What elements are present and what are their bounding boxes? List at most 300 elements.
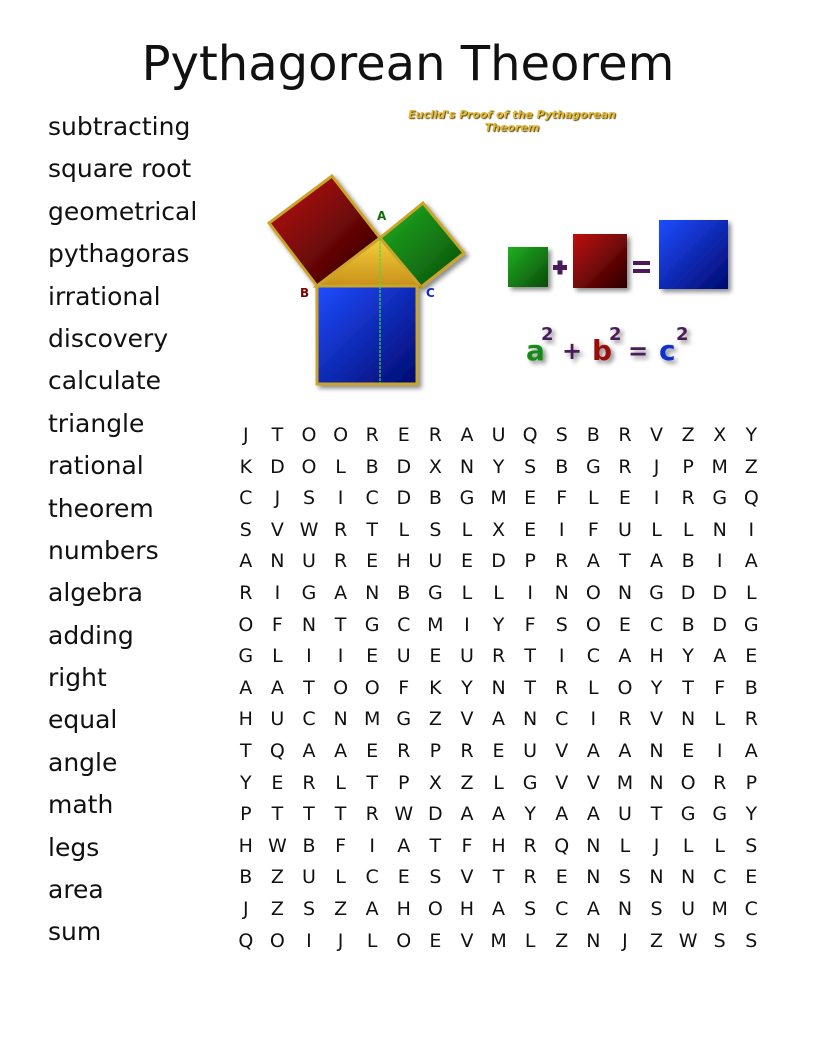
grid-letter: C	[649, 613, 664, 636]
grid-letter: Z	[270, 897, 284, 920]
grid-letter: Z	[428, 708, 442, 731]
grid-letter: R	[618, 455, 632, 478]
grid-letter: L	[493, 581, 504, 604]
grid-letter: Y	[745, 424, 758, 446]
grid-letter: R	[333, 518, 348, 541]
grid-letter: E	[745, 866, 758, 889]
vertex-a-label: A	[377, 209, 387, 223]
grid-letter: S	[650, 897, 663, 920]
grid-letter: P	[745, 771, 758, 794]
grid-letter: F	[556, 487, 568, 510]
grid-letter: V	[270, 518, 284, 541]
grid-letter: N	[712, 518, 727, 541]
grid-letter: A	[650, 550, 664, 573]
grid-letter: U	[428, 550, 443, 573]
grid-letter: N	[617, 581, 633, 604]
grid-letter: I	[527, 581, 533, 604]
grid-letter: A	[334, 581, 348, 604]
grid-letter: A	[744, 550, 758, 573]
grid-letter: A	[492, 803, 506, 826]
grid-letter: D	[396, 487, 412, 510]
grid-letter: C	[555, 708, 569, 731]
word-list-item: calculate	[48, 366, 162, 396]
grid-letter: S	[555, 613, 568, 636]
grid-letter: O	[301, 424, 317, 446]
small-red-square	[573, 234, 627, 288]
grid-letter: G	[743, 613, 759, 636]
grid-letter: G	[649, 581, 664, 604]
grid-letter: J	[242, 424, 249, 446]
grid-letter: N	[586, 834, 601, 857]
grid-letter: A	[744, 739, 758, 762]
grid-letter: Z	[270, 866, 284, 889]
grid-letter: A	[586, 739, 600, 762]
grid-letter: D	[396, 455, 412, 478]
grid-letter: R	[555, 676, 569, 699]
word-list-item: equal	[48, 705, 118, 735]
grid-letter: N	[365, 581, 380, 604]
grid-letter: X	[713, 424, 727, 446]
grid-letter: T	[619, 550, 631, 573]
grid-letter: U	[617, 518, 632, 541]
grid-letter: R	[713, 771, 727, 794]
grid-letter: I	[558, 518, 565, 541]
grid-letter: N	[523, 708, 538, 731]
grid-letter: Y	[745, 803, 758, 826]
grid-letter: A	[239, 676, 253, 699]
grid-letter: M	[616, 771, 634, 794]
grid-letter: X	[492, 518, 506, 541]
grid-letter: I	[464, 613, 470, 636]
grid-letter: G	[364, 613, 380, 636]
grid-letter: O	[585, 613, 601, 636]
grid-letter: Z	[650, 929, 664, 952]
grid-letter: K	[429, 676, 442, 699]
grid-letter: J	[622, 929, 628, 952]
grid-letter: Q	[238, 929, 254, 952]
grid-letter: R	[460, 739, 474, 762]
grid-letter: R	[302, 771, 316, 794]
small-green-square	[508, 247, 548, 287]
grid-letter: L	[335, 771, 346, 794]
grid-letter: F	[587, 518, 599, 541]
grid-letter: N	[681, 708, 696, 731]
word-list-item: discovery	[48, 323, 169, 353]
grid-letter: S	[555, 424, 568, 446]
grid-letter: N	[649, 739, 664, 762]
grid-letter: A	[586, 803, 600, 826]
grid-letter: G	[712, 487, 728, 510]
grid-letter: O	[364, 676, 380, 699]
grid-letter: O	[396, 929, 412, 952]
grid-letter: N	[649, 771, 664, 794]
grid-letter: L	[588, 487, 599, 510]
grid-letter: P	[240, 803, 252, 826]
grid-letter: D	[712, 581, 728, 604]
grid-letter: O	[427, 897, 443, 920]
grid-letter: C	[586, 645, 600, 668]
grid-letter: U	[617, 803, 632, 826]
grid-letter: N	[333, 708, 348, 731]
eq-c: c	[659, 334, 676, 367]
grid-letter: W	[678, 929, 698, 952]
grid-letter: F	[524, 613, 536, 636]
page-title: Pythagorean Theorem	[141, 36, 675, 92]
grid-letter: E	[682, 739, 695, 762]
square-c	[317, 286, 417, 384]
grid-letter: O	[680, 771, 696, 794]
grid-letter: U	[681, 897, 696, 920]
grid-letter: E	[429, 929, 442, 952]
grid-letter: W	[394, 803, 414, 826]
grid-letter: U	[270, 708, 285, 731]
grid-letter: M	[711, 455, 728, 478]
grid-letter: G	[712, 803, 728, 826]
grid-letter: G	[427, 581, 443, 604]
grid-letter: F	[398, 676, 410, 699]
grid-letter: J	[242, 897, 249, 920]
grid-letter: Z	[334, 897, 348, 920]
grid-letter: W	[267, 834, 287, 857]
grid-letter: S	[524, 897, 537, 920]
grid-letter: B	[555, 455, 569, 478]
grid-letter: H	[649, 645, 664, 668]
grid-letter: Z	[681, 424, 695, 446]
grid-letter: Z	[460, 771, 474, 794]
grid-letter: I	[369, 834, 375, 857]
grid-letter: U	[302, 866, 316, 889]
euclid-proof-diagram	[262, 104, 762, 404]
grid-letter: Q	[522, 424, 538, 446]
grid-letter: D	[491, 550, 506, 573]
grid-letter: Q	[554, 834, 570, 857]
grid-letter: E	[271, 771, 284, 794]
grid-letter: T	[650, 803, 663, 826]
grid-letter: R	[618, 708, 632, 731]
grid-letter: B	[681, 550, 695, 573]
grid-letter: B	[302, 834, 316, 857]
grid-letter: M	[490, 929, 507, 952]
grid-letter: Y	[524, 803, 536, 826]
grid-letter: T	[334, 803, 347, 826]
grid-letter: S	[429, 518, 442, 541]
grid-letter: Y	[239, 771, 252, 794]
grid-letter: R	[365, 803, 379, 826]
grid-letter: K	[239, 455, 253, 478]
word-list-item: right	[48, 663, 107, 693]
grid-letter: Y	[461, 676, 473, 699]
grid-letter: Z	[555, 929, 569, 952]
grid-letter: B	[586, 424, 600, 446]
grid-letter: R	[523, 866, 537, 889]
grid-letter: A	[555, 803, 569, 826]
grid-letter: A	[492, 708, 506, 731]
grid-letter: C	[365, 866, 379, 889]
grid-letter: L	[746, 581, 757, 604]
grid-letter: L	[524, 929, 536, 952]
grid-letter: L	[714, 708, 725, 731]
grid-letter: I	[558, 645, 565, 668]
grid-letter: R	[555, 550, 569, 573]
grid-letter: B	[365, 455, 379, 478]
grid-letter: H	[396, 550, 411, 573]
grid-letter: L	[682, 518, 694, 541]
grid-letter: Y	[682, 645, 694, 668]
grid-letter: N	[681, 866, 696, 889]
grid-letter: I	[716, 739, 723, 762]
grid-letter: T	[271, 803, 284, 826]
grid-letter: S	[302, 487, 316, 510]
grid-letter: A	[365, 897, 379, 920]
eq-a: a	[526, 334, 545, 367]
grid-letter: M	[490, 487, 507, 510]
grid-letter: H	[238, 834, 253, 857]
grid-letter: X	[428, 455, 442, 478]
grid-letter: G	[396, 708, 412, 731]
grid-letter: J	[653, 834, 660, 857]
grid-letter: R	[365, 424, 379, 446]
grid-letter: S	[745, 834, 758, 857]
word-list-item: algebra	[48, 578, 143, 608]
word-list	[48, 106, 197, 954]
grid-letter: T	[239, 739, 252, 762]
grid-letter: R	[333, 550, 348, 573]
grid-letter: A	[239, 550, 253, 573]
grid-letter: I	[274, 581, 281, 604]
grid-letter: A	[618, 739, 632, 762]
grid-letter: A	[270, 676, 284, 699]
grid-letter: L	[398, 518, 410, 541]
grid-letter: Y	[492, 613, 505, 636]
grid-letter: T	[334, 613, 347, 636]
grid-letter: T	[524, 645, 536, 668]
grid-letter: N	[649, 866, 664, 889]
eq-equals: =	[628, 337, 649, 365]
grid-letter: L	[335, 866, 346, 889]
grid-letter: R	[239, 581, 253, 604]
grid-letter: J	[653, 455, 660, 478]
grid-letter: H	[491, 834, 506, 857]
grid-letter: A	[492, 897, 506, 920]
grid-letter: S	[713, 929, 726, 952]
grid-letter: E	[555, 866, 568, 889]
grid-letter: T	[303, 803, 315, 826]
grid-letter: N	[459, 455, 475, 478]
grid-letter: G	[301, 581, 317, 604]
grid-letter: L	[366, 929, 378, 952]
grid-letter: G	[238, 645, 254, 668]
grid-letter: V	[460, 866, 474, 889]
grid-letter: V	[555, 739, 569, 762]
eq-b: b	[592, 334, 613, 367]
grid-letter: H	[238, 708, 253, 731]
grid-letter: H	[459, 897, 475, 920]
grid-letter: Y	[492, 455, 505, 478]
grid-letter: E	[492, 739, 505, 762]
grid-letter: U	[396, 645, 411, 668]
grid-letter: A	[586, 550, 600, 573]
word-list-item: sum	[48, 917, 102, 947]
grid-letter: I	[716, 550, 723, 573]
grid-letter: G	[522, 771, 538, 794]
grid-letter: N	[586, 929, 601, 952]
grid-letter: T	[524, 676, 536, 699]
small-equals-sign	[633, 261, 650, 265]
grid-letter: Q	[743, 487, 759, 510]
grid-letter: Y	[650, 676, 663, 699]
grid-letter: R	[428, 424, 442, 446]
grid-letter: L	[619, 834, 631, 857]
grid-letter: V	[586, 771, 600, 794]
grid-letter: C	[302, 708, 316, 731]
grid-letter: B	[681, 613, 695, 636]
word-list-item: angle	[48, 747, 118, 777]
grid-letter: E	[618, 613, 631, 636]
grid-letter: I	[306, 645, 312, 668]
grid-letter: V	[460, 929, 474, 952]
word-list-item: geometrical	[48, 196, 198, 226]
grid-letter: M	[363, 708, 381, 731]
grid-letter: O	[269, 929, 285, 952]
grid-letter: U	[491, 424, 506, 446]
grid-letter: L	[493, 771, 504, 794]
grid-letter: T	[492, 866, 505, 889]
eq-plus: +	[562, 337, 583, 365]
grid-letter: B	[397, 581, 411, 604]
grid-letter: E	[429, 645, 442, 668]
vertex-c-label: C	[426, 286, 435, 300]
grid-letter: E	[745, 645, 758, 668]
grid-letter: T	[271, 424, 284, 446]
word-list-item: triangle	[48, 408, 145, 438]
grid-letter: O	[333, 424, 349, 446]
grid-letter: D	[680, 581, 696, 604]
grid-letter: E	[524, 487, 537, 510]
grid-letter: J	[337, 929, 344, 952]
grid-letter: R	[618, 424, 632, 446]
grid-letter: P	[682, 455, 694, 478]
grid-letter: R	[523, 834, 537, 857]
grid-letter: E	[460, 550, 473, 573]
grid-letter: I	[590, 708, 597, 731]
grid-letter: M	[711, 897, 728, 920]
grid-letter: C	[744, 897, 758, 920]
grid-letter: I	[748, 518, 755, 541]
grid-letter: U	[523, 739, 538, 762]
grid-letter: A	[460, 803, 474, 826]
grid-letter: L	[651, 518, 662, 541]
letter-grid	[230, 420, 767, 957]
grid-letter: V	[650, 708, 664, 731]
grid-letter: R	[491, 645, 506, 668]
grid-letter: E	[397, 424, 410, 446]
grid-letter: A	[618, 645, 632, 668]
grid-letter: L	[682, 834, 694, 857]
grid-letter: B	[239, 866, 253, 889]
grid-letter: C	[555, 897, 569, 920]
vertex-b-label: B	[300, 286, 310, 300]
grid-letter: N	[301, 613, 317, 636]
grid-letter: A	[460, 424, 474, 446]
grid-letter: V	[555, 771, 569, 794]
grid-letter: P	[524, 550, 536, 573]
grid-letter: E	[366, 739, 379, 762]
grid-letter: G	[680, 803, 696, 826]
grid-letter: O	[238, 613, 254, 636]
grid-letter: L	[461, 518, 473, 541]
word-list-item: math	[48, 790, 114, 820]
word-list-item: theorem	[48, 493, 154, 523]
grid-letter: A	[397, 834, 411, 857]
word-list-item: area	[48, 875, 104, 905]
grid-letter: R	[681, 487, 695, 510]
grid-letter: E	[618, 487, 631, 510]
grid-letter: F	[271, 613, 283, 636]
grid-letter: L	[588, 676, 599, 699]
grid-letter: T	[366, 771, 378, 794]
grid-letter: A	[334, 739, 348, 762]
grid-letter: D	[712, 613, 728, 636]
grid-letter: I	[337, 487, 344, 510]
grid-letter: I	[653, 487, 660, 510]
word-list-item: numbers	[48, 535, 159, 565]
grid-letter: N	[586, 866, 601, 889]
grid-letter: E	[366, 645, 379, 668]
grid-letter: F	[335, 834, 347, 857]
grid-letter: T	[366, 518, 378, 541]
grid-letter: N	[617, 897, 633, 920]
grid-letter: T	[429, 834, 442, 857]
grid-letter: Q	[269, 739, 285, 762]
word-list-item: adding	[48, 620, 134, 650]
grid-letter: L	[272, 645, 283, 668]
grid-letter: G	[585, 455, 601, 478]
word-list-item: irrational	[48, 281, 161, 311]
grid-letter: S	[745, 929, 758, 952]
word-list-item: square root	[48, 154, 192, 184]
eq-b-exp: 2	[609, 324, 622, 345]
grid-letter: B	[744, 676, 758, 699]
grid-letter: P	[429, 739, 442, 762]
grid-letter: S	[239, 518, 252, 541]
grid-letter: N	[491, 676, 506, 699]
grid-letter: D	[428, 803, 443, 826]
grid-letter: X	[428, 771, 442, 794]
grid-letter: O	[585, 581, 601, 604]
grid-letter: C	[713, 866, 727, 889]
grid-letter: E	[524, 518, 537, 541]
grid-letter: S	[302, 897, 316, 920]
grid-letter: J	[274, 487, 281, 510]
grid-letter: S	[618, 866, 631, 889]
grid-letter: E	[366, 550, 379, 573]
pythagorean-figure	[262, 104, 762, 404]
grid-letter: C	[239, 487, 253, 510]
figure-caption: Euclid's Proof of the Pythagorean Theorem	[408, 108, 616, 134]
grid-letter: O	[301, 455, 317, 478]
grid-letter: U	[459, 645, 474, 668]
grid-letter: A	[586, 897, 600, 920]
grid-letter: G	[459, 487, 475, 510]
grid-letter: F	[461, 834, 473, 857]
grid-letter: C	[365, 487, 379, 510]
small-blue-square	[659, 220, 728, 289]
grid-letter: B	[428, 487, 442, 510]
grid-letter: V	[650, 424, 664, 446]
word-list-item: legs	[48, 832, 100, 862]
grid-letter: L	[714, 834, 725, 857]
grid-letter: R	[744, 708, 758, 731]
